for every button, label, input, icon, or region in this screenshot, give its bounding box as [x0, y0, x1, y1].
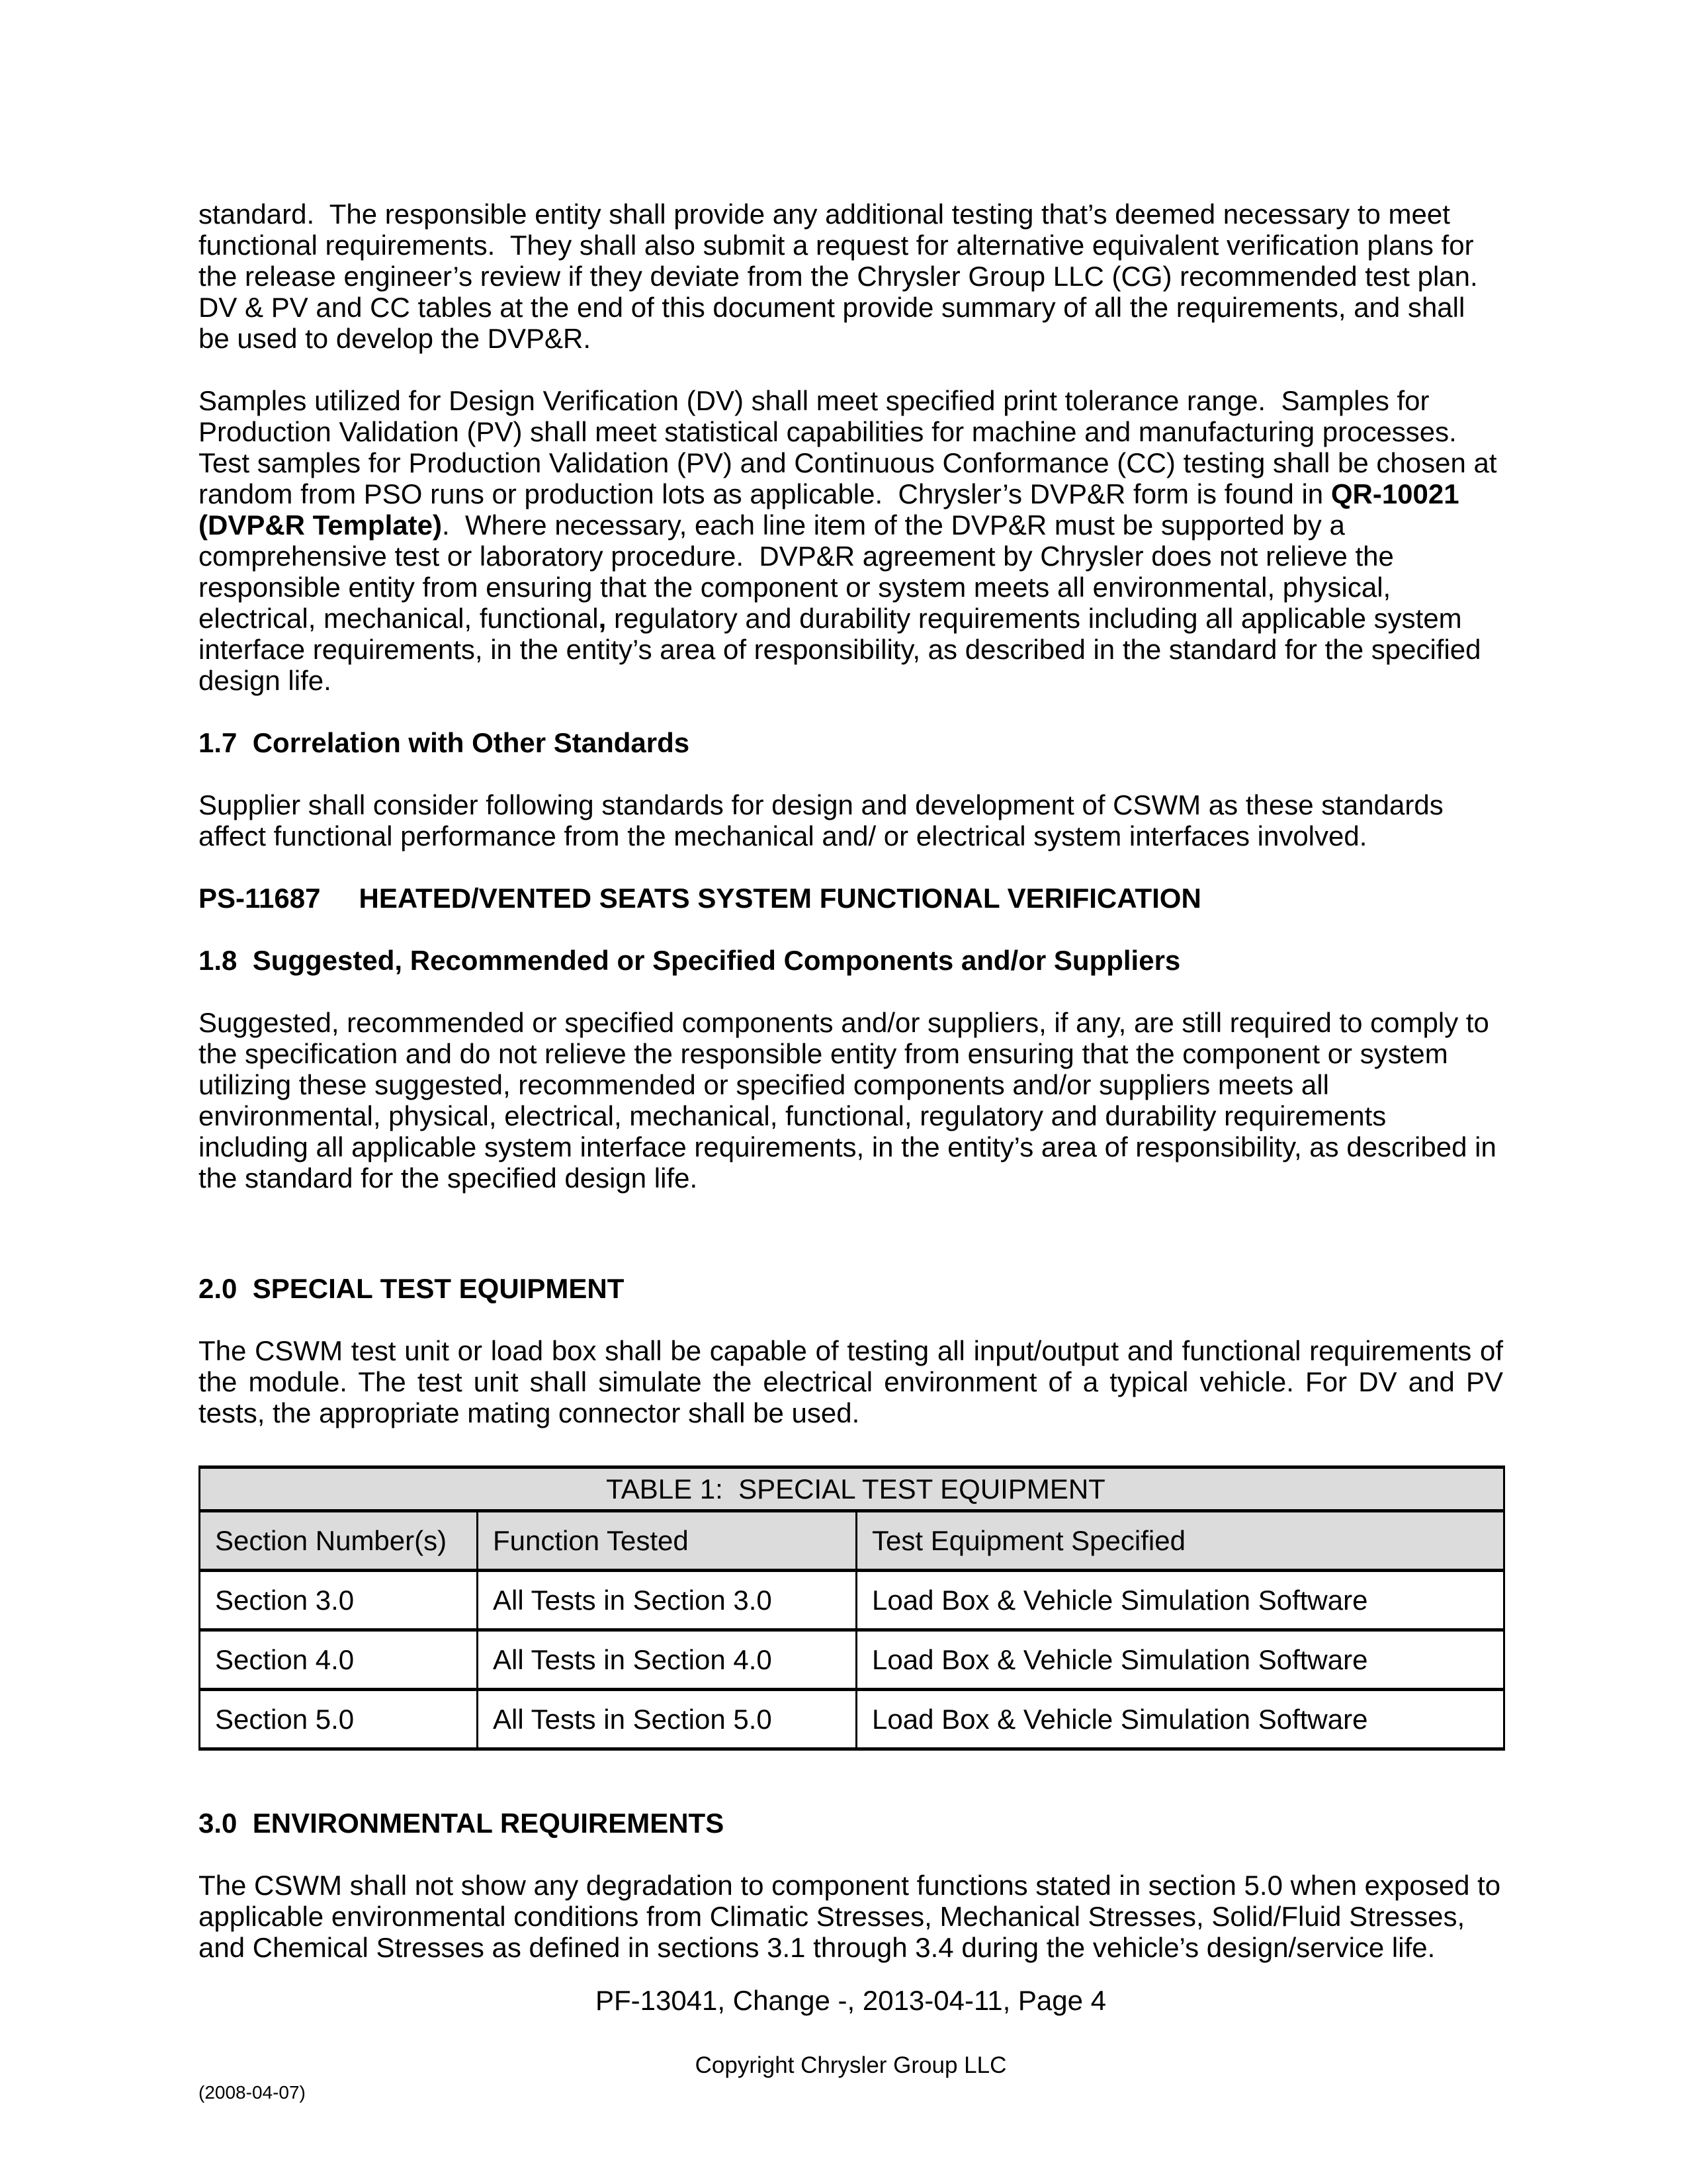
footer-copyright: [198, 2050, 1503, 2081]
heading-2-0-special-test-equipment: [198, 1273, 1503, 1304]
heading-3-0-environmental: [198, 1808, 1503, 1839]
paragraph-environmental-text: The CSWM shall not show any degradation to component functions stated in section 5.0 when exposed to applicable environmental conditions from Climatic Stresses, Mechanical Stresses, Solid/Fluid Stresses, and Chemical Stresses as defined in sections 3.1 through 3.4 during the vehicle’s design/service life.: [198, 1870, 1508, 1963]
footer-page-line: [198, 1985, 1503, 2016]
table-header-row: [200, 1511, 1504, 1571]
heading-1-8-suggested: [198, 945, 1503, 976]
footer-page-line-text: PF-13041, Change -, 2013-04-11, Page 4: [595, 1985, 1107, 2016]
heading-3-0-text: 3.0 ENVIRONMENTAL REQUIREMENTS: [198, 1808, 724, 1839]
table-row-section-5: [200, 1690, 1504, 1749]
paragraph-standard: [198, 198, 1503, 354]
heading-1-7-correlation: [198, 727, 1503, 758]
table-row-section-3: [200, 1571, 1504, 1630]
special-test-equipment-table: [198, 1465, 1505, 1751]
paragraph-samples: [198, 385, 1503, 696]
paragraph-samples-run-3-bold: ,: [598, 603, 607, 634]
footer-date-code-text: (2008-04-07): [198, 2082, 306, 2103]
col-header-test-equipment: Test Equipment Specified: [857, 1511, 1504, 1571]
col-header-function-tested: Function Tested: [478, 1511, 857, 1571]
ps-11687-title: HEATED/VENTED SEATS SYSTEM FUNCTIONAL VERIFICATION: [359, 883, 1201, 914]
footer-date-code: [198, 2081, 1503, 2105]
paragraph-samples-run-1-bold: QR-10021 (DVP&R Template): [198, 478, 1467, 541]
paragraph-supplier-standards-text: Supplier shall consider following standards for design and development of CSWM as these standards affect functional performance from the mechanical and/ or electrical system interfaces involved.: [198, 789, 1451, 852]
paragraph-test-unit-text: The CSWM test unit or load box shall be capable of testing all input/output and functional requirements of the module. The test unit shall simulate the electrical environment of a typical vehicle. For DV and PV tests, the appropriate mating connector shall be used.: [198, 1335, 1503, 1428]
cell-tests-4: All Tests in Section 4.0: [478, 1630, 857, 1690]
table-row-section-4: [200, 1630, 1504, 1690]
heading-1-7-text: 1.7 Correlation with Other Standards: [198, 727, 690, 758]
paragraph-suggested-components: [198, 1007, 1503, 1194]
cell-tests-3: All Tests in Section 3.0: [478, 1571, 857, 1630]
paragraph-standard-text: standard. The responsible entity shall provide any additional testing that’s deemed necessary to meet functional requirements. They shall also submit a request for alternative equivalent verification plans for the release engineer’s review if they deviate from the Chrysler Group LLC (CG) recommended test plan. DV & PV and CC tables at the end of this document provide summary of all the requirements, and shall be used to develop the DVP&R.: [198, 198, 1494, 354]
document-page: [198, 0, 1508, 2105]
ps-11687-code: PS-11687: [198, 883, 321, 914]
paragraph-samples-run-2: . Where necessary, each line item of the DVP&R must be supported by a comprehensive test or laboratory procedure. DVP&R agreement by Chrysler does not relieve the responsible entity from ensuring that the component or system meets all environmental, physical, electrical, mechanical, functional: [198, 509, 1402, 634]
ps-11687-line: [198, 883, 1503, 914]
cell-section-3: Section 3.0: [200, 1571, 478, 1630]
cell-tests-5: All Tests in Section 5.0: [478, 1690, 857, 1749]
paragraph-samples-run-4: regulatory and durability requirements including all applicable system interface requirements, in the entity’s area of responsibility, as described in the standard for the specified design life.: [198, 603, 1489, 696]
cell-section-5: Section 5.0: [200, 1690, 478, 1749]
heading-2-0-text: 2.0 SPECIAL TEST EQUIPMENT: [198, 1273, 625, 1304]
table-title-row: [200, 1467, 1504, 1511]
cell-equipment-5: Load Box & Vehicle Simulation Software: [857, 1690, 1504, 1749]
paragraph-test-unit: [198, 1335, 1503, 1428]
heading-1-8-text: 1.8 Suggested, Recommended or Specified Components and/or Suppliers: [198, 945, 1181, 976]
cell-section-4: Section 4.0: [200, 1630, 478, 1690]
footer-copyright-text: Copyright Chrysler Group LLC: [695, 2052, 1007, 2078]
paragraph-environmental: [198, 1870, 1508, 1963]
cell-equipment-3: Load Box & Vehicle Simulation Software: [857, 1571, 1504, 1630]
col-header-section-numbers: Section Number(s): [200, 1511, 478, 1571]
paragraph-samples-run-0: Samples utilized for Design Verification (DV) shall meet specified print tolerance range. Samples for Production Validation (PV) shall meet statistical capabilities for machine and manufacturing processes. Test samples for Production Validation (PV) and Continuous Conformance (CC) testing shall be chosen at random from PSO runs or production lots as applicable. Chrysler’s DVP&R form is found in: [198, 385, 1505, 509]
paragraph-supplier-standards: [198, 789, 1503, 852]
paragraph-suggested-components-text: Suggested, recommended or specified components and/or suppliers, if any, are still required to comply to the specification and do not relieve the responsible entity from ensuring that the component or system utilizing these suggested, recommended or specified components and/or suppliers meets all environmental, physical, electrical, mechanical, functional, regulatory and durability requirements including all applicable system interface requirements, in the entity’s area of responsibility, as described in the standard for the specified design life.: [198, 1007, 1504, 1194]
cell-equipment-4: Load Box & Vehicle Simulation Software: [857, 1630, 1504, 1690]
table-title: TABLE 1: SPECIAL TEST EQUIPMENT: [200, 1467, 1504, 1511]
